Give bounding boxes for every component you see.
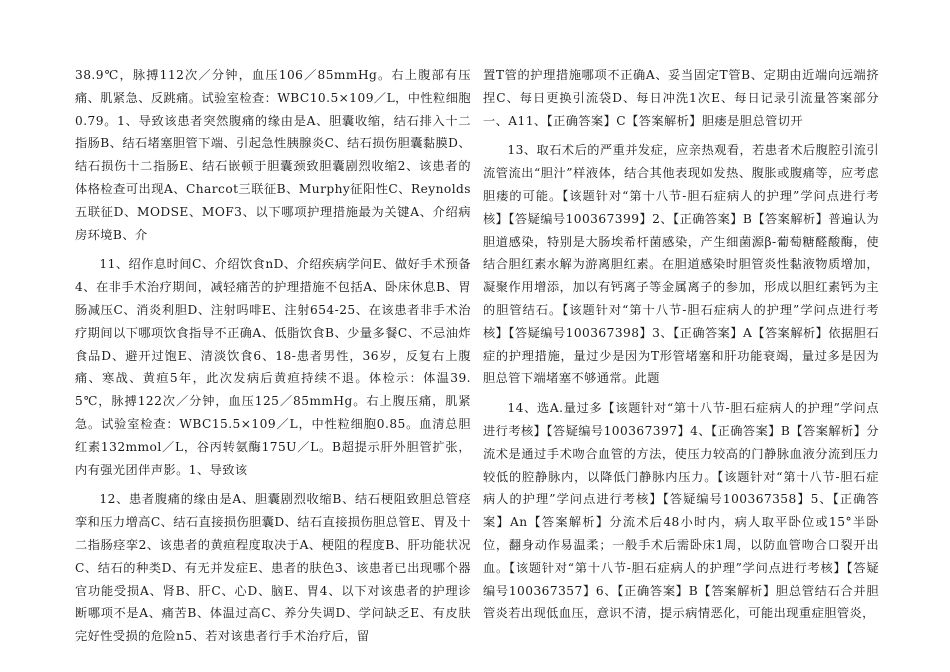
paragraph: 13、取石术后的严重并发症，应亲热观看，若患者术后腹腔引流引流管流出“胆汁”样液体，结合其他表现如发热、腹胀或腹痛等，应考虑胆瘘的可能。【该题针对“第十八节-胆石症病人的护理”学问点进行考核】【答疑编号100367399】2、【正确答案】B【答案解析】普遍认为胆道感染，特别是大肠埃希杆菌感染，产生细菌源β-葡萄糖醛酸酶，使结合胆红素水解为游离胆红素。在胆道感染时胆管炎性黏液物质增加，凝聚作用增添，加以有钙离子等金属离子的参加，形成以胆红素钙为主的胆管结石。【该题针对“第十八节-胆石症病人的护理”学问点进行考核】【答疑编号100367398】3、【正确答案】A【答案解析】依据胆石症的护理措施，量过少是因为T形管堵塞和肝功能衰竭，量过多是因为胆总管下端堵塞不够通常。此题 bbox=[483, 143, 879, 386]
paragraph: 12、患者腹痛的缘由是A、胆囊剧烈收缩B、结石梗阻致胆总管痉挛和压力增高C、结石直接损伤胆囊D、结石直接损伤胆总管E、胃及十二指肠痉挛2、该患者的黄疸程度取决于A、梗阻的程度B、肝功能状况C、结石的种类D、有无并发症E、患者的肤色3、该患者已出现哪个器官功能受损A、肾B、肝C、心D、脑E、胃4、以下对该患者的护理诊断哪项不是A、痛苦B、体温过高C、养分失调D、学问缺乏E、有皮肤完好性受损的危险n5、若对该患者行手术治疗后，留 bbox=[75, 492, 471, 644]
paragraph: 14、选A.量过多【该题针对“第十八节-胆石症病人的护理”学问点进行考核】【答疑编号100367397】4、【正确答案】B【答案解析】分流术是通过手术吻合血管的方法，使压力较高的门静脉血液分流到压力较低的腔静脉内，以降低门静脉内压力。【该题针对“第十八节-胆石症病人的护理”学问点进行考核】【答疑编号100367358】5、【正确答案】An【答案解析】分流术后48小时内，病人取平卧位或15°半卧位，翻身动作易温柔；一般手术后需卧床1周，以防血管吻合口裂开出血。【该题针对“第十八节-胆石症病人的护理”学问点进行考核】【答疑编号100367357】6、【正确答案】B【答案解析】胆总管结石合并胆管炎若出现低血压，意识不清，提示病情恶化，可能出现重症胆管炎， bbox=[483, 401, 879, 621]
paragraph: 置T管的护理措施哪项不正确A、妥当固定T管B、定期由近端向远端挤捏C、每日更换引流袋D、每日冲洗1次E、每日记录引流量答案部分一、A11、【正确答案】C【答案解析】胆瘘是胆总管切开 bbox=[483, 68, 879, 128]
paragraph: 38.9℃，脉搏112次／分钟，血压106／85mmHg。右上腹部有压痛、肌紧急、反跳痛。试验室检查：WBC10.5×109／L，中性粒细胞0.79。1、导致该患者突然腹痛的缘由是A、胆囊收缩，结石排入十二指肠B、结石堵塞胆管下端、引起急性胰腺炎C、结石损伤胆囊黏膜D、结石损伤十二指肠E、结石嵌顿于胆囊颈致胆囊剧烈收缩2、该患者的体格检查可出现A、Charcot三联征B、Murphy征阳性C、Reynolds五联征D、MODSE、MOF3、以下哪项护理措施最为关键A、介绍病房环境B、介 bbox=[75, 68, 471, 242]
right-text-column bbox=[483, 64, 879, 632]
paragraph: 11、绍作息时间C、介绍饮食nD、介绍疾病学问E、做好手术预备4、在非手术治疗期间，减轻痛苦的护理措施不包括A、卧床休息B、胃肠减压C、消炎利胆D、注射吗啡E、注射654-25、在该患者非手术治疗期间以下哪项饮食指导不正确A、低脂饮食B、少量多餐C、不忌油炸食品D、避开过饱E、清淡饮食6、18-患者男性，36岁，反复右上腹痛、寒战、黄疸5年，此次发病后黄疸持续不退。体检示：体温39.5℃，脉搏122次／分钟，血压125／85mmHg。右上腹压痛，肌紧急。试验室检查：WBC15.5×109／L，中性粒细胞0.85。血清总胆红素132mmol／L，谷丙转氨酶175U／L。B超提示肝外胆管扩张，内有强光团伴声影。1、导致该 bbox=[75, 257, 471, 477]
left-text-column bbox=[75, 64, 471, 655]
